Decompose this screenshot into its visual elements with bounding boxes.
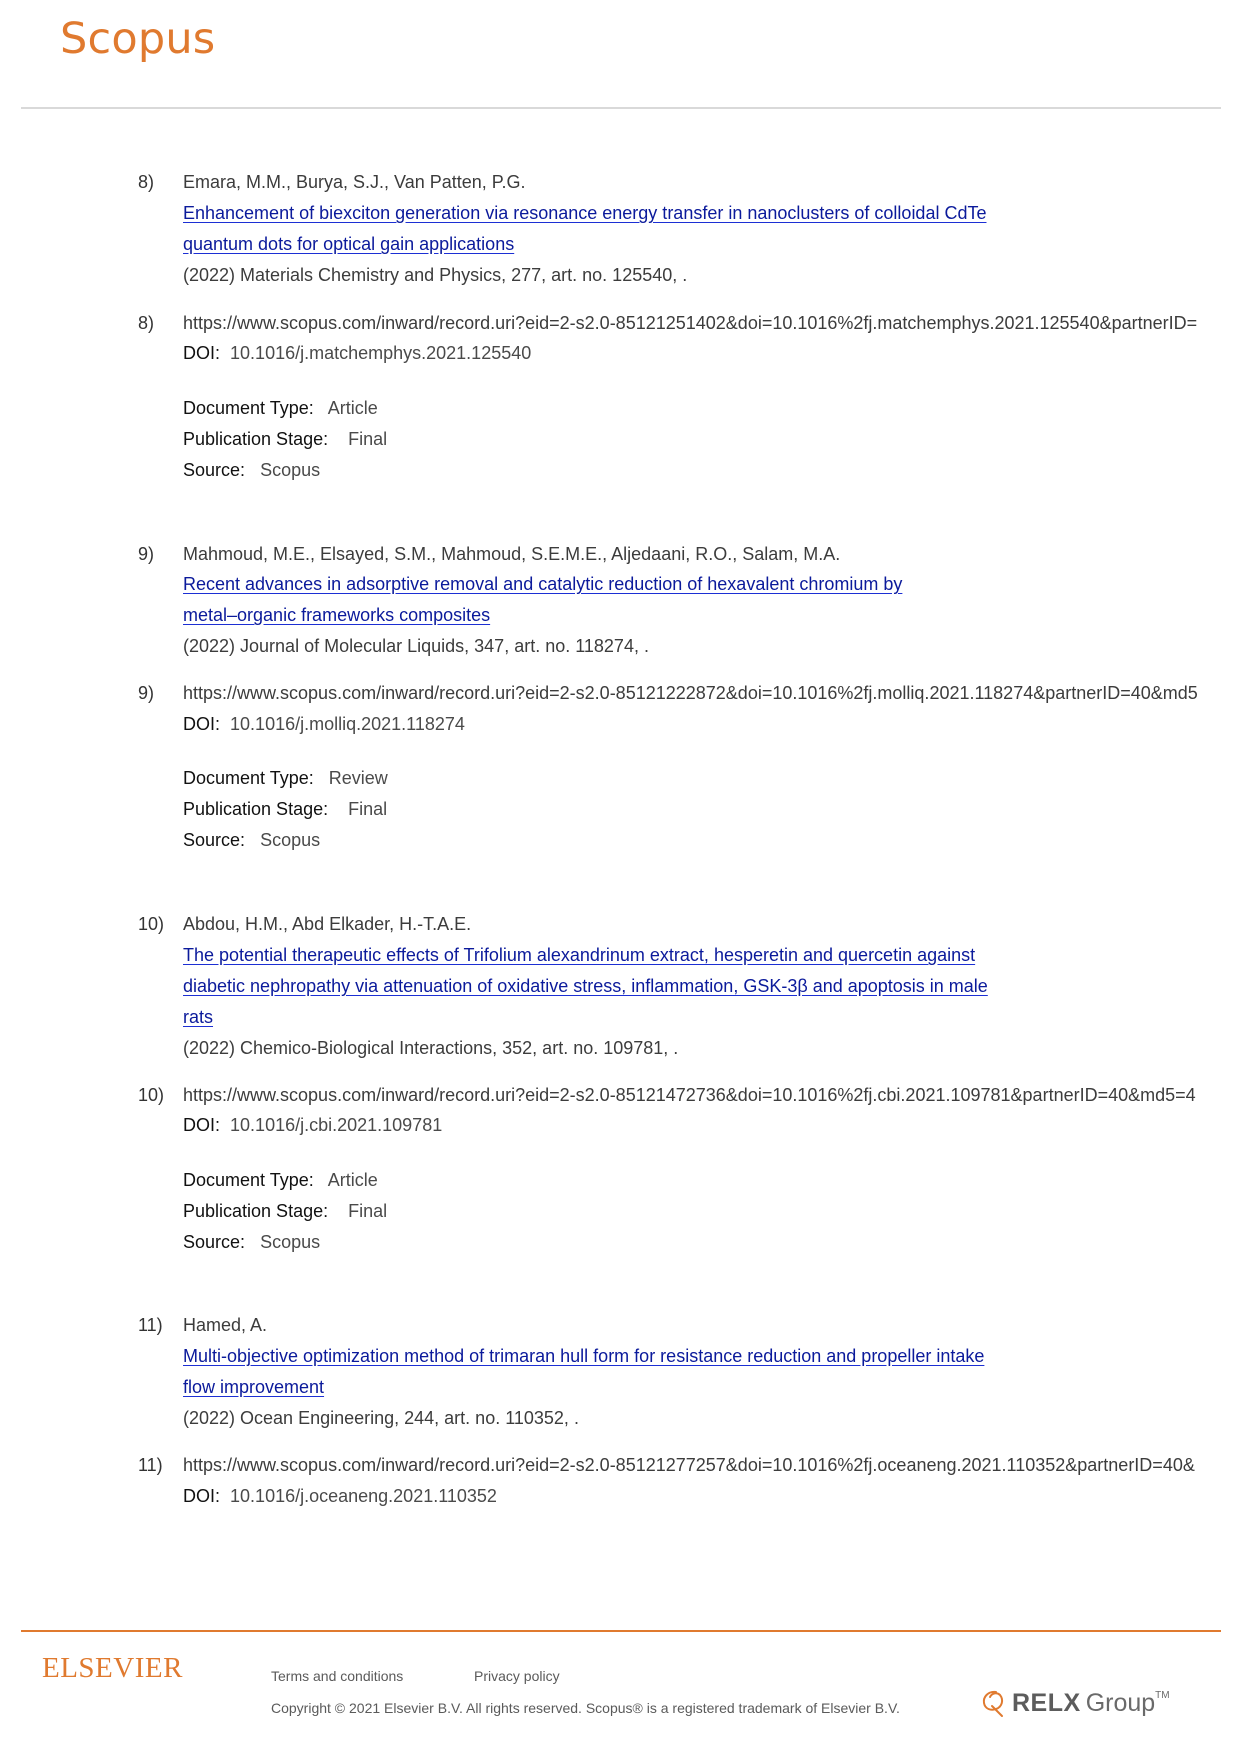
record-url-number: 8) [138, 313, 155, 333]
document-type-label: Document Type: [183, 1170, 314, 1190]
source-value: Scopus [260, 460, 321, 480]
publication-stage [183, 798, 387, 820]
record-url: https://www.scopus.com/inward/record.uri?eid=2-s2.0-85121251402&doi=10.1016%2fj.matchemphys.2021.125540&partnerID= [183, 313, 1198, 333]
record-title-link[interactable]: Enhancement of biexciton generation via resonance energy transfer in nanoclusters of colloidal CdTe [183, 203, 987, 223]
record-title-link[interactable]: Multi-objective optimization method of trimaran hull form for resistance reduction and propeller intake [183, 1346, 985, 1366]
doi-value: 10.1016/j.cbi.2021.109781 [230, 1115, 443, 1135]
header-divider [21, 107, 1221, 109]
doi-label: DOI: [183, 1486, 221, 1506]
record-title-link[interactable]: rats [183, 1007, 214, 1027]
footer-divider [21, 1630, 1221, 1632]
doi-value: 10.1016/j.oceaneng.2021.110352 [230, 1486, 497, 1506]
relx-group-word: Group [1085, 1688, 1156, 1717]
scopus-logo: Scopus [60, 14, 216, 64]
record-url-number: 10) [138, 1085, 165, 1105]
record-authors: Mahmoud, M.E., Elsayed, S.M., Mahmoud, S.E.M.E., Aljedaani, R.O., Salam, M.A. [183, 544, 841, 564]
record-title-link[interactable]: Recent advances in adsorptive removal and catalytic reduction of hexavalent chromium by [183, 574, 903, 594]
record-source: (2022) Chemico-Biological Interactions, 352, art. no. 109781, . [183, 1038, 679, 1058]
source-db [183, 829, 320, 851]
record-url-number: 11) [138, 1455, 163, 1475]
record-doi [183, 713, 465, 735]
record-number: 11) [138, 1315, 163, 1335]
doi-label: DOI: [183, 1115, 221, 1135]
publication-stage-label: Publication Stage: [183, 1201, 329, 1221]
record-source: (2022) Ocean Engineering, 244, art. no. 110352, . [183, 1408, 579, 1428]
relx-word: RELX [1012, 1688, 1081, 1717]
record-doi [183, 342, 531, 364]
elsevier-logo: ELSEVIER [42, 1652, 183, 1684]
document-type [183, 1169, 378, 1191]
record-source: (2022) Journal of Molecular Liquids, 347, art. no. 118274, . [183, 636, 649, 656]
record-title-link[interactable]: The potential therapeutic effects of Trifolium alexandrinum extract, hesperetin and quercetin against [183, 945, 976, 965]
source-label: Source: [183, 830, 246, 850]
document-type-value: Article [327, 1170, 378, 1190]
publication-stage [183, 428, 387, 450]
trademark-mark: TM [1155, 1690, 1170, 1701]
source-value: Scopus [260, 830, 321, 850]
record-url: https://www.scopus.com/inward/record.uri?eid=2-s2.0-85121277257&doi=10.1016%2fj.oceaneng.2021.110352&partnerID=40& [183, 1455, 1195, 1475]
document-type [183, 767, 388, 789]
publication-stage-value: Final [348, 799, 388, 819]
doi-value: 10.1016/j.matchemphys.2021.125540 [230, 343, 532, 363]
relx-mark-icon [980, 1688, 1008, 1718]
record-url-number: 9) [138, 683, 155, 703]
source-value: Scopus [260, 1232, 321, 1252]
record-number: 8) [138, 172, 155, 192]
publication-stage-value: Final [348, 429, 388, 449]
source-db [183, 1231, 320, 1253]
record-title-link[interactable]: diabetic nephropathy via attenuation of oxidative stress, inflammation, GSK-3β and apoptosis in male [183, 976, 988, 996]
publication-stage-value: Final [348, 1201, 388, 1221]
terms-link[interactable]: Terms and conditions [271, 1668, 404, 1684]
source-label: Source: [183, 460, 246, 480]
document-type-label: Document Type: [183, 398, 314, 418]
doi-value: 10.1016/j.molliq.2021.118274 [230, 714, 465, 734]
record-doi [183, 1114, 442, 1136]
copyright-text: Copyright © 2021 Elsevier B.V. All rights reserved. Scopus® is a registered trademark of Elsevier B.V. [271, 1700, 900, 1716]
record-url: https://www.scopus.com/inward/record.uri?eid=2-s2.0-85121222872&doi=10.1016%2fj.molliq.2021.118274&partnerID=40&md5 [183, 683, 1198, 703]
publication-stage-label: Publication Stage: [183, 799, 329, 819]
document-type [183, 397, 378, 419]
record-authors: Emara, M.M., Burya, S.J., Van Patten, P.G. [183, 172, 526, 192]
record-authors: Abdou, H.M., Abd Elkader, H.-T.A.E. [183, 914, 472, 934]
document-type-label: Document Type: [183, 768, 314, 788]
record-authors: Hamed, A. [183, 1315, 268, 1335]
record-doi [183, 1485, 497, 1507]
privacy-link[interactable]: Privacy policy [474, 1668, 560, 1684]
record-title-link[interactable]: quantum dots for optical gain applications [183, 234, 515, 254]
document-type-value: Review [328, 768, 388, 788]
record-title-link[interactable]: metal–organic frameworks composites [183, 605, 491, 625]
record-number: 9) [138, 544, 155, 564]
publication-stage [183, 1200, 387, 1222]
source-db [183, 459, 320, 481]
record-number: 10) [138, 914, 165, 934]
document-type-value: Article [327, 398, 378, 418]
publication-stage-label: Publication Stage: [183, 429, 329, 449]
source-label: Source: [183, 1232, 246, 1252]
record-title-link[interactable]: flow improvement [183, 1377, 325, 1397]
record-url: https://www.scopus.com/inward/record.uri?eid=2-s2.0-85121472736&doi=10.1016%2fj.cbi.2021.109781&partnerID=40&md5=4 [183, 1085, 1196, 1105]
doi-label: DOI: [183, 343, 221, 363]
relx-group-logo [980, 1688, 1170, 1718]
record-source: (2022) Materials Chemistry and Physics, 277, art. no. 125540, . [183, 265, 688, 285]
doi-label: DOI: [183, 714, 221, 734]
